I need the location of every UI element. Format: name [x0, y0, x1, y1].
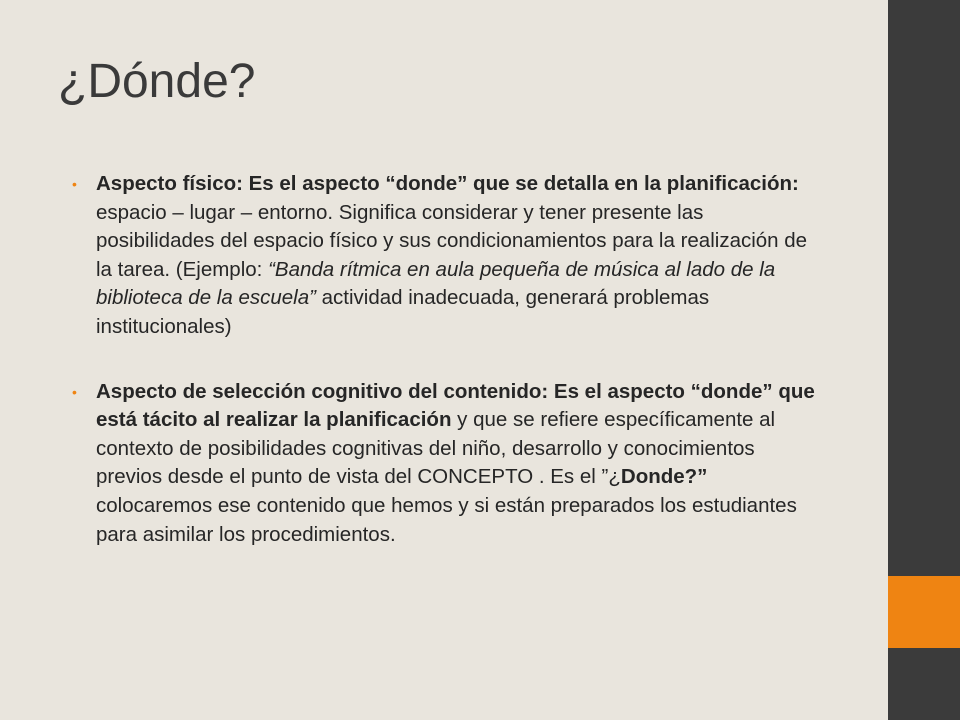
bullet-dot-icon: • — [72, 383, 77, 400]
bullet-2-bold-lead: Aspecto de selección cognitivo del contenido: Es el aspecto “donde” que está tácito al realizar la planificación — [96, 379, 815, 432]
accent-block — [888, 576, 960, 648]
bullet-1-example: “Banda rítmica en aula pequeña de música al lado de la biblioteca de la escuela” — [96, 257, 776, 310]
bullet-2-ending: colocaremos ese contenido que hemos y si están preparados los estudiantes para asimilar los procedimientos. — [96, 493, 797, 546]
bullet-item-physical-aspect — [72, 170, 820, 342]
bullet-item-cognitive-aspect — [72, 378, 820, 550]
bullet-list — [72, 170, 820, 585]
bullet-2-bold-question: Donde?” — [620, 465, 708, 489]
bullet-1-bold-lead: Aspecto físico: Es el aspecto “donde” que se detalla en la planificación: — [96, 172, 799, 195]
bullet-1-text: espacio – lugar – entorno. Significa considerar y tener presente las posibilidades del espacio físico y sus condicionamientos para la realización de la tarea. (Ejemplo: — [96, 200, 808, 281]
bullet-1-conclusion: actividad inadecuada, generará problemas institucionales) — [96, 286, 710, 338]
bullet-dot-icon: • — [72, 176, 77, 192]
bullet-2-text: y que se refiere específicamente al contexto de posibilidades cognitivas del niño, desarrollo y conocimientos previos desde el punto de vista del CONCEPTO . Es el ”¿ — [96, 408, 776, 489]
slide-title: ¿Dónde? — [58, 55, 256, 108]
